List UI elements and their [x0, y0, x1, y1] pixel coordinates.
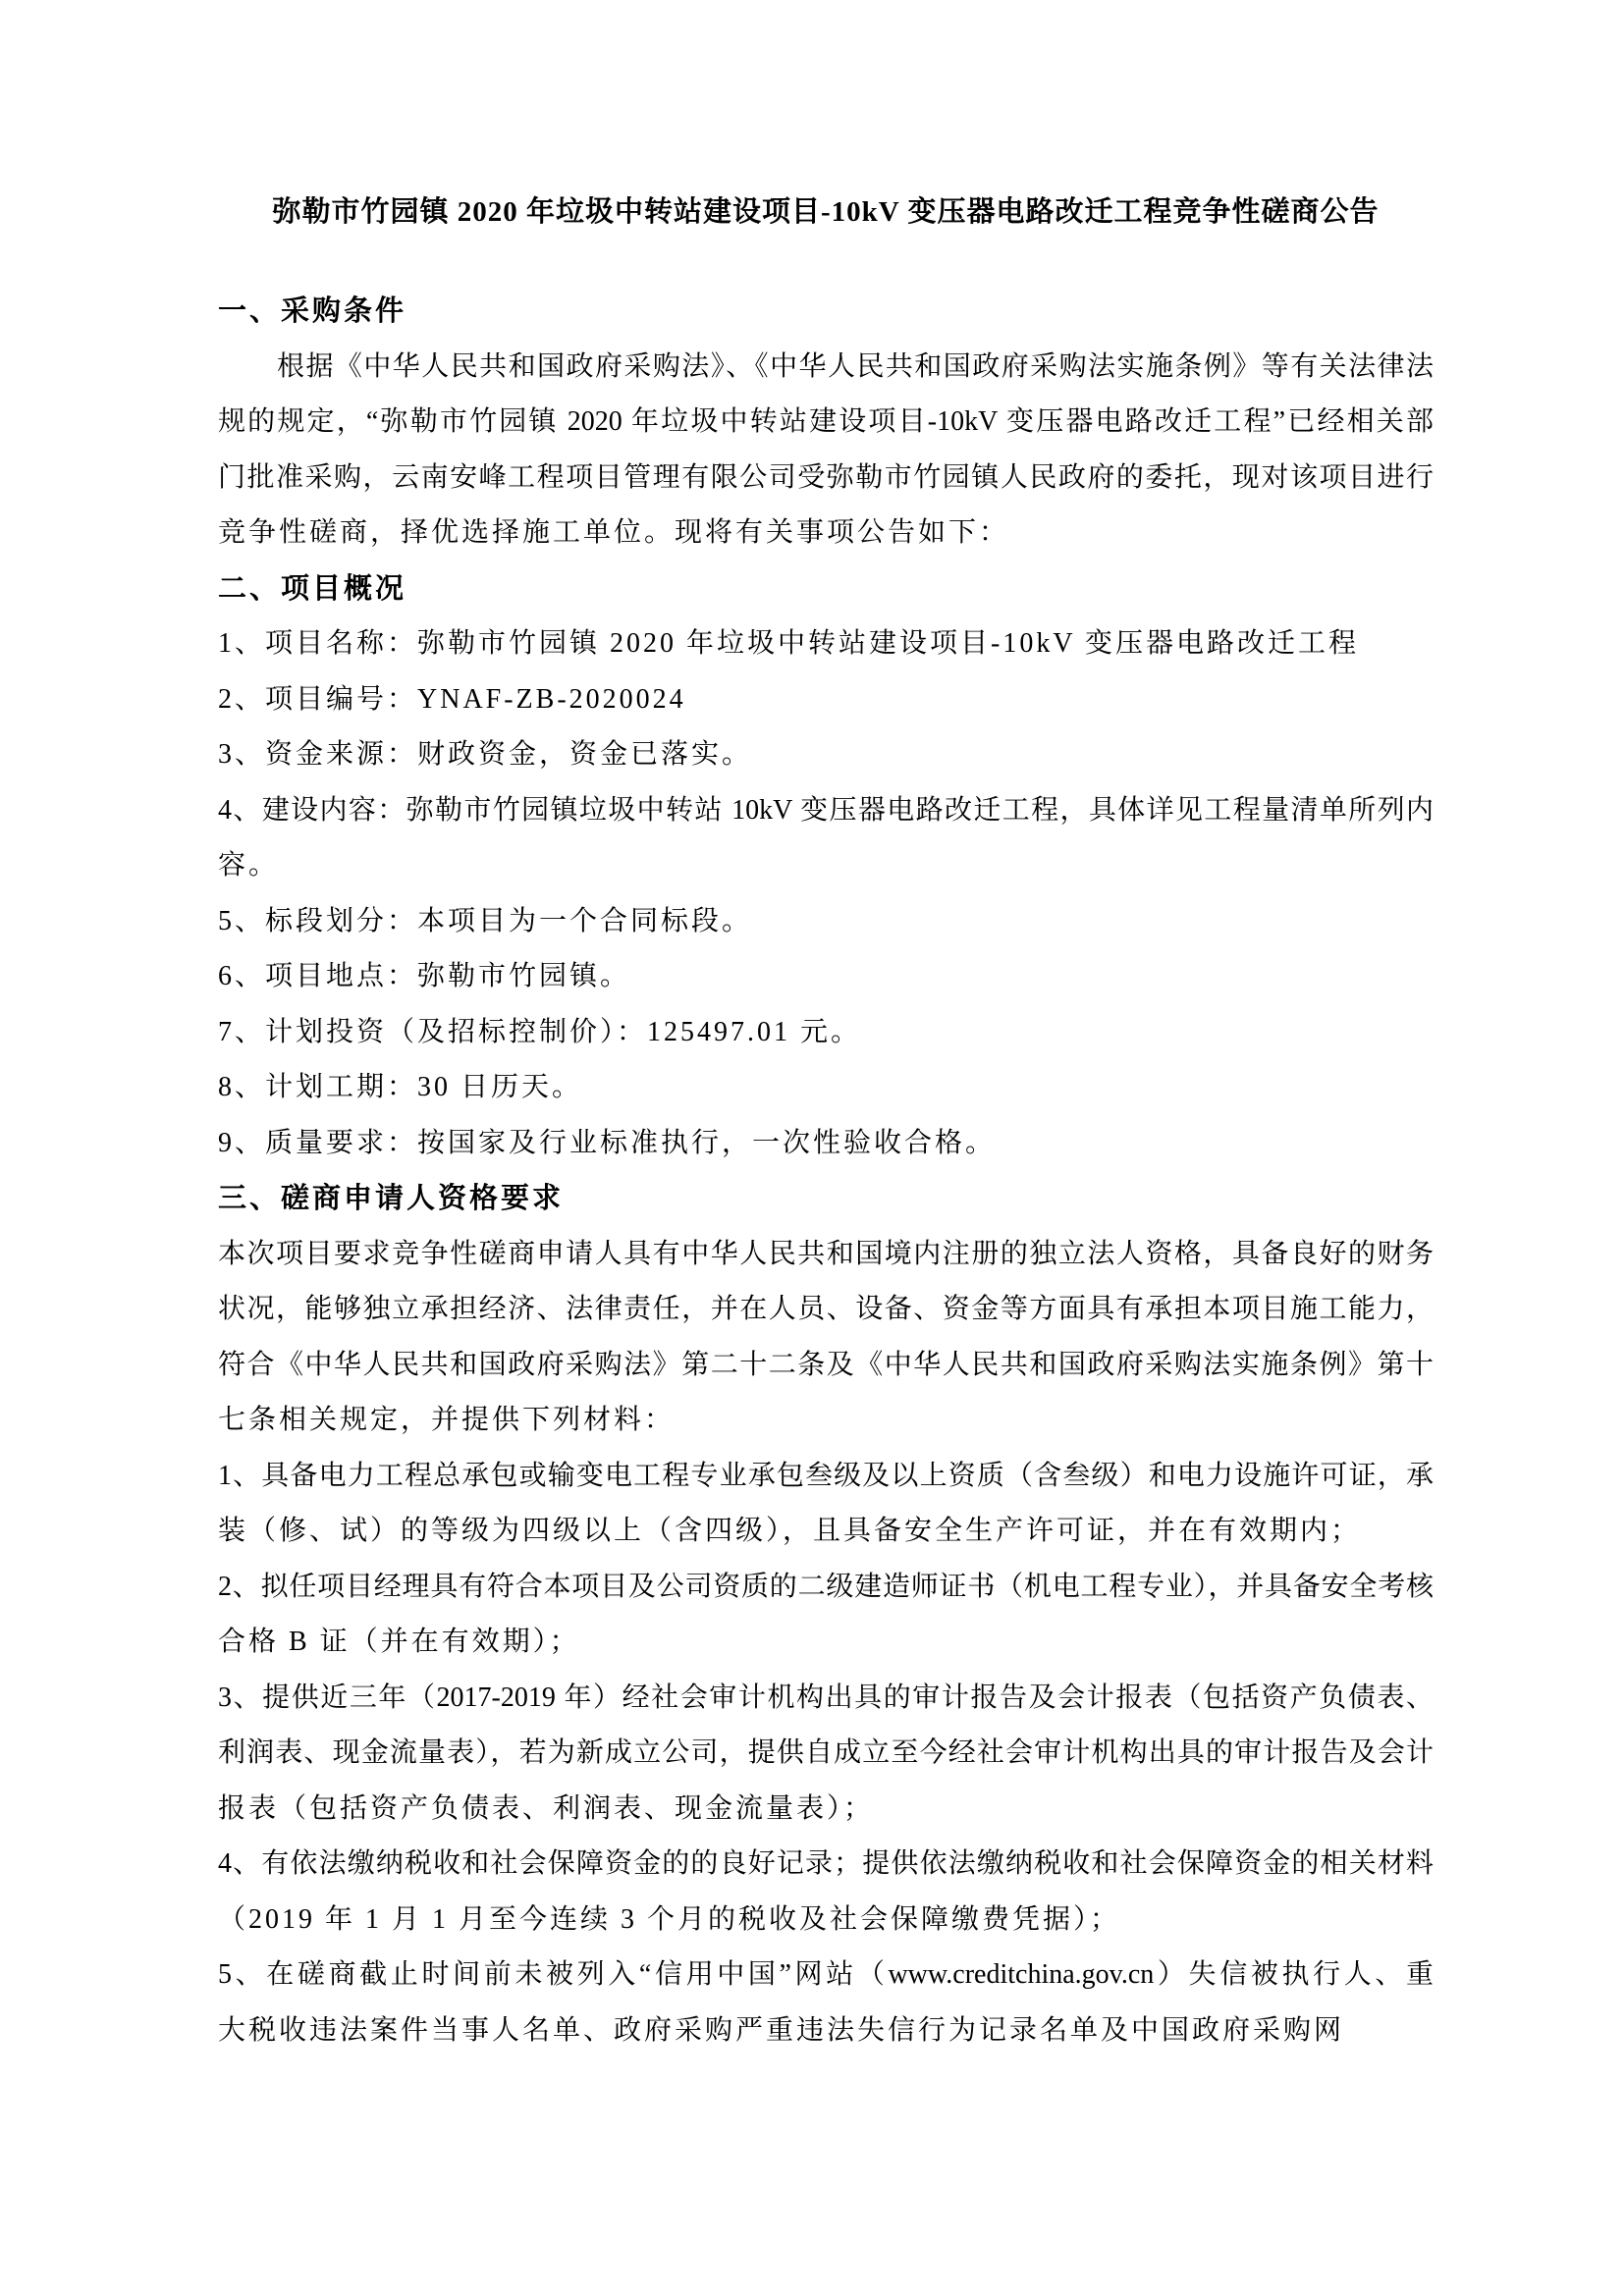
text-line: 报表（包括资产负债表、利润表、现金流量表）；	[218, 1792, 875, 1824]
text-line: 9、质量要求：按国家及行业标准执行，一次性验收合格。	[218, 1127, 997, 1158]
text-line: 4、建设内容：弥勒市竹园镇垃圾中转站 10kV 变压器电路改迁工程，具体详见工程量清单所列内	[218, 794, 1434, 826]
document-content	[218, 0, 1434, 2058]
text-line: 容。	[218, 850, 280, 881]
text-line: 门批准采购，云南安峰工程项目管理有限公司受弥勒市竹园镇人民政府的委托，现对该项目进行	[218, 461, 1434, 493]
text-line: （2019 年 1 月 1 月至今连续 3 个月的税收及社会保障缴费凭据）；	[218, 1903, 1121, 1935]
text-line: 状况，能够独立承担经济、法律责任，并在人员、设备、资金等方面具有承担本项目施工能力，	[218, 1294, 1434, 1324]
text-line: 3、资金来源：财政资金，资金已落实。	[218, 739, 753, 770]
document-title: 弥勒市竹园镇 2020 年垃圾中转站建设项目-10kV 变压器电路改迁工程竞争性磋商公告	[272, 196, 1380, 228]
text-line: 5、标段划分：本项目为一个合同标段。	[218, 905, 753, 936]
text-line: 7、计划投资（及招标控制价）：125497.01 元。	[218, 1016, 862, 1047]
text-line: 符合《中华人民共和国政府采购法》第二十二条及《中华人民共和国政府采购法实施条例》第十	[218, 1349, 1434, 1380]
text-line: 利润表、现金流量表），若为新成立公司，提供自成立至今经社会审计机构出具的审计报告及会计	[218, 1737, 1434, 1768]
text-line: 1、项目名称：弥勒市竹园镇 2020 年垃圾中转站建设项目-10kV 变压器电路改迁工程	[218, 628, 1360, 659]
text-line: 1、具备电力工程总承包或输变电工程专业承包叁级及以上资质（含叁级）和电力设施许可证，承	[218, 1460, 1434, 1491]
section-heading-applicant-qualifications: 三、磋商申请人资格要求	[218, 1183, 565, 1214]
text-line: 6、项目地点：弥勒市竹园镇。	[218, 961, 631, 991]
section-heading-procurement-conditions: 一、采购条件	[218, 295, 407, 327]
text-line: 2、项目编号：YNAF-ZB-2020024	[218, 683, 686, 715]
text-line: 竞争性磋商，择优选择施工单位。现将有关事项公告如下：	[218, 517, 1010, 548]
text-line: 本次项目要求竞争性磋商申请人具有中华人民共和国境内注册的独立法人资格，具备良好的财务	[218, 1238, 1434, 1269]
text-line: 装（修、试）的等级为四级以上（含四级），且具备安全生产许可证，并在有效期内；	[218, 1516, 1362, 1546]
text-line: 5、在磋商截止时间前未被列入“信用中国”网站（www.creditchina.gov.cn）失信被执行人、重	[218, 1959, 1434, 1990]
text-line: 规的规定，“弥勒市竹园镇 2020 年垃圾中转站建设项目-10kV 变压器电路改迁工程”已经相关部	[218, 406, 1434, 437]
section-heading-project-overview: 二、项目概况	[218, 572, 407, 605]
text-line: 大税收违法案件当事人名单、政府采购严重违法失信行为记录名单及中国政府采购网	[218, 2014, 1345, 2046]
text-line: 3、提供近三年（2017-2019 年）经社会审计机构出具的审计报告及会计报表（包括资产负债表、	[218, 1682, 1434, 1713]
text-line: 4、有依法缴纳税收和社会保障资金的的良好记录；提供依法缴纳税收和社会保障资金的相关材料	[218, 1848, 1434, 1879]
text-line: 根据《中华人民共和国政府采购法》、《中华人民共和国政府采购法实施条例》等有关法律法	[277, 350, 1434, 382]
text-line: 七条相关规定，并提供下列材料：	[218, 1405, 676, 1435]
text-line: 2、拟任项目经理具有符合本项目及公司资质的二级建造师证书（机电工程专业），并具备安全考核	[218, 1571, 1434, 1602]
text-line: 合格 B 证（并在有效期）；	[218, 1627, 580, 1657]
text-line: 8、计划工期：30 日历天。	[218, 1072, 583, 1102]
